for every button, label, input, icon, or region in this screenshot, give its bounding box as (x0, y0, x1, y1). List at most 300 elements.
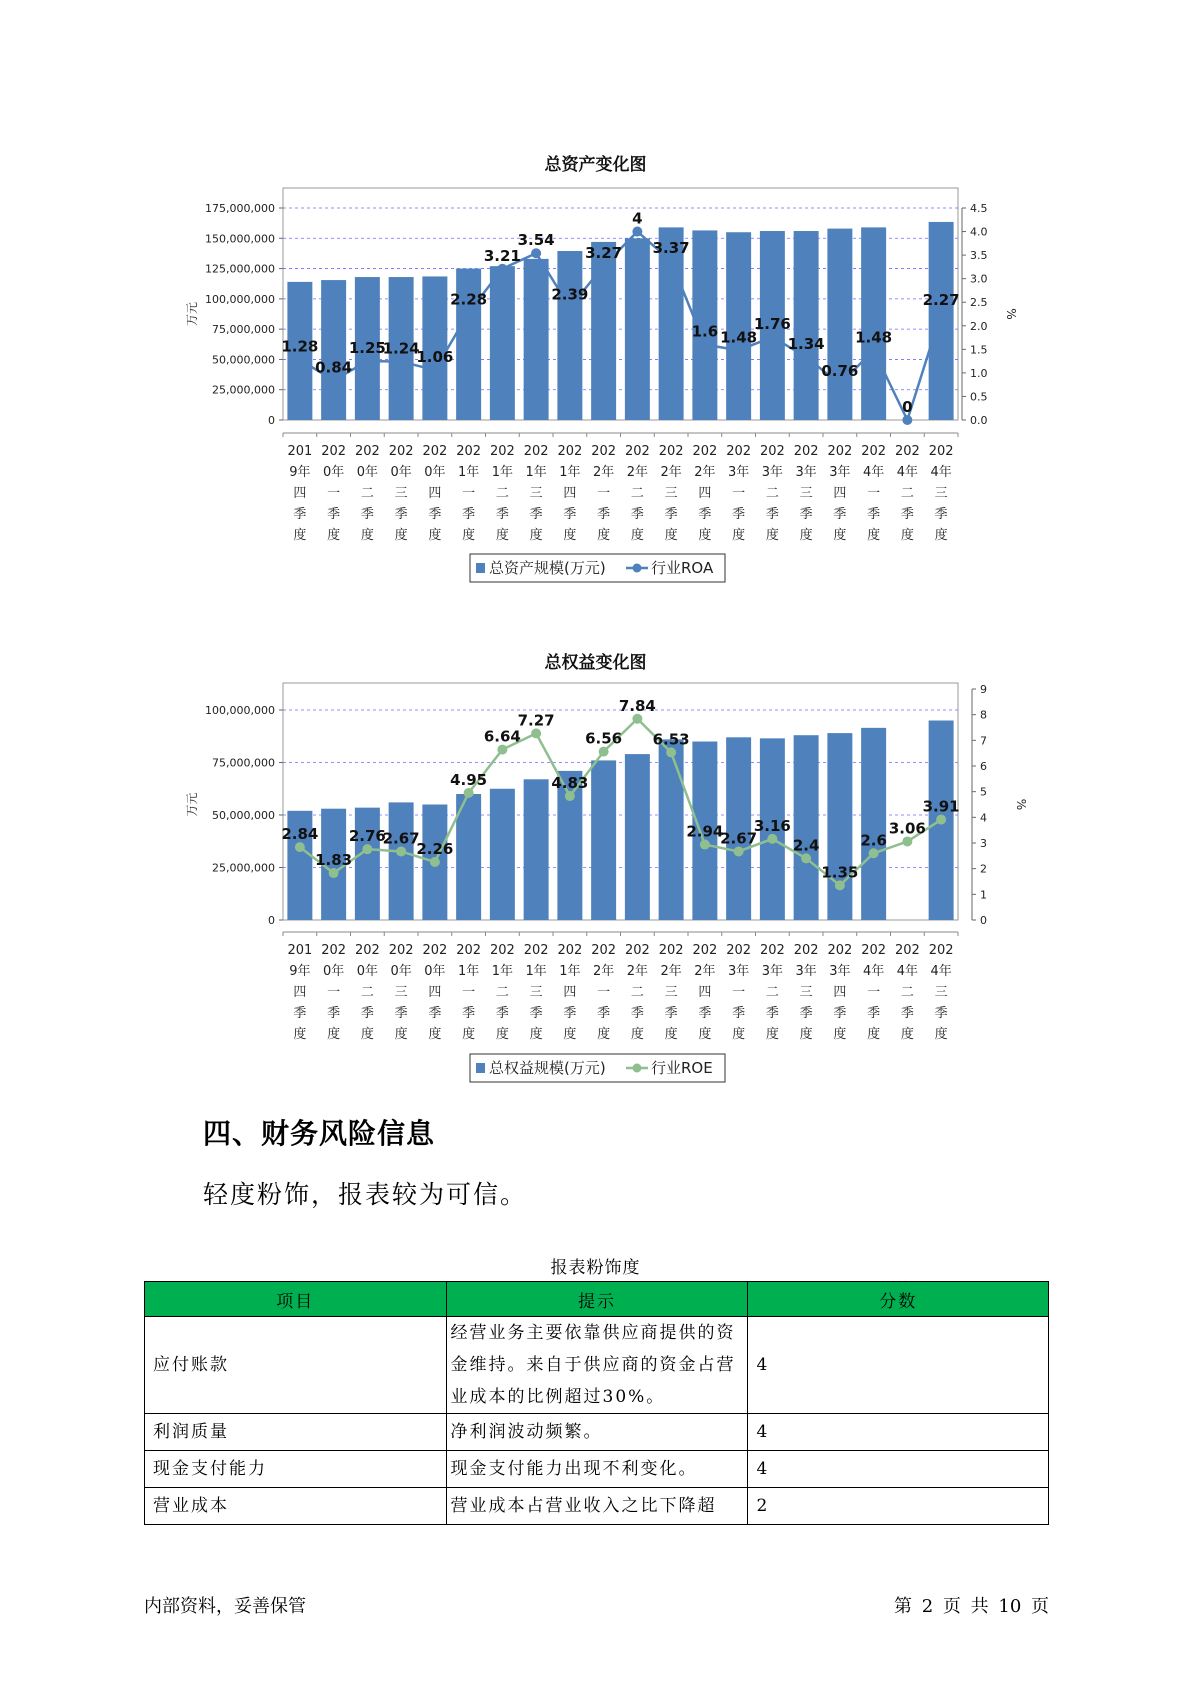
x-tick-label: 度 (732, 1027, 746, 1042)
y-tick-label: 50,000,000 (212, 353, 275, 367)
x-tick-label: 度 (867, 528, 881, 543)
y2-axis-label: % (1014, 798, 1028, 811)
x-tick-label: 度 (698, 528, 712, 543)
x-tick-label: 度 (765, 528, 779, 543)
x-tick-label: 202 (456, 943, 482, 958)
legend-bar-swatch (476, 1063, 485, 1073)
legend-bar-swatch (476, 563, 485, 573)
bar (827, 229, 852, 420)
x-tick-label: 季 (732, 1006, 746, 1021)
x-tick-label: 3年 (761, 465, 784, 480)
bar (726, 232, 751, 420)
x-tick-label: 一 (867, 486, 881, 501)
line-point (666, 747, 676, 757)
x-tick-label: 度 (495, 528, 509, 543)
table-row (145, 1317, 1049, 1414)
x-tick-label: 季 (698, 1006, 712, 1021)
legend-bar-label: 总资产规模(万元) (489, 559, 606, 577)
x-tick-label: 0年 (322, 465, 345, 480)
x-tick-label: 度 (462, 1027, 476, 1042)
x-tick-label: 一 (327, 985, 341, 1000)
data-label: 3.06 (888, 819, 926, 838)
y2-tick-label: 4 (980, 811, 987, 825)
x-tick-label: 四 (563, 985, 577, 1000)
x-tick-label: 度 (394, 528, 408, 543)
data-label: 2.27 (922, 291, 960, 310)
x-tick-label: 202 (894, 943, 920, 958)
x-tick-label: 季 (394, 507, 408, 522)
x-tick-label: 2年 (592, 465, 615, 480)
x-tick-label: 季 (529, 507, 543, 522)
x-tick-label: 季 (360, 1006, 374, 1021)
x-tick-label: 季 (563, 507, 577, 522)
x-tick-label: 季 (934, 1006, 948, 1021)
line-point (362, 844, 372, 854)
line-point (396, 846, 406, 856)
data-label: 2.26 (416, 839, 454, 858)
y2-tick-label: 2.0 (970, 319, 988, 333)
x-tick-label: 202 (489, 943, 515, 958)
x-tick-label: 3年 (727, 465, 750, 480)
x-tick-label: 一 (462, 985, 476, 1000)
x-tick-label: 202 (523, 943, 549, 958)
x-tick-label: 1年 (525, 465, 547, 480)
y-tick-label: 150,000,000 (205, 232, 275, 246)
x-tick-label: 202 (861, 943, 887, 958)
x-tick-label: 二 (630, 985, 644, 1000)
x-tick-label: 季 (462, 507, 476, 522)
line-point (632, 714, 642, 724)
y2-axis-label: % (1004, 308, 1018, 320)
x-tick-label: 三 (394, 985, 408, 1000)
y2-tick-label: 0 (980, 914, 987, 927)
data-label: 2.76 (348, 827, 386, 846)
bar (794, 735, 819, 920)
x-tick-label: 度 (664, 1027, 678, 1042)
x-tick-label: 度 (698, 1027, 712, 1042)
x-tick-label: 四 (833, 985, 847, 1000)
x-tick-label: 202 (388, 943, 414, 958)
line-point (430, 365, 440, 375)
x-tick-label: 三 (394, 486, 408, 501)
x-tick-label: 度 (934, 1027, 948, 1042)
data-label: 2.28 (450, 290, 488, 309)
x-tick-label: 度 (293, 1027, 307, 1042)
x-tick-label: 季 (293, 507, 307, 522)
x-tick-label: 二 (900, 985, 914, 1000)
x-tick-label: 202 (726, 444, 752, 459)
footer-confidential: 内部资料，妥善保管 (144, 1596, 306, 1617)
x-tick-label: 四 (293, 985, 307, 1000)
x-tick-label: 度 (630, 1027, 644, 1042)
footer-page-number: 第 2 页 共 10 页 (894, 1596, 1049, 1617)
bar (524, 779, 549, 920)
table-caption: 报表粉饰度 (550, 1258, 641, 1278)
data-label: 1.76 (753, 315, 791, 334)
x-tick-label: 202 (557, 943, 583, 958)
x-tick-label: 度 (630, 528, 644, 543)
x-tick-label: 2年 (694, 465, 716, 480)
line-point (767, 834, 777, 844)
x-tick-label: 度 (664, 528, 678, 543)
x-tick-label: 3年 (795, 964, 817, 979)
x-tick-label: 度 (563, 528, 577, 543)
table-row (145, 1451, 1049, 1488)
x-tick-label: 季 (293, 1006, 307, 1021)
x-tick-label: 一 (327, 486, 341, 501)
x-tick-label: 度 (394, 1027, 408, 1042)
line-point (329, 868, 339, 878)
x-tick-label: 0年 (424, 964, 446, 979)
x-tick-label: 度 (428, 528, 442, 543)
x-tick-label: 4年 (862, 964, 885, 979)
line-point (396, 357, 406, 367)
row-tip: 净利润波动频繁。 (446, 1414, 748, 1451)
data-label: 2.84 (281, 825, 319, 844)
x-tick-label: 季 (765, 507, 779, 522)
x-tick-label: 季 (833, 1006, 847, 1021)
x-tick-label: 0年 (356, 964, 379, 979)
data-label: 1.25 (348, 339, 386, 358)
legend-line-marker (633, 1064, 642, 1073)
x-tick-label: 一 (597, 985, 611, 1000)
x-tick-label: 0年 (390, 465, 412, 480)
y-tick-label: 75,000,000 (212, 323, 275, 337)
x-tick-label: 202 (861, 444, 887, 459)
x-tick-label: 三 (664, 486, 678, 501)
legend (470, 1054, 725, 1082)
x-tick-label: 度 (293, 528, 307, 543)
x-tick-label: 202 (759, 444, 785, 459)
data-label: 7.84 (618, 696, 656, 715)
x-tick-label: 202 (591, 444, 617, 459)
y2-tick-label: 4.5 (970, 202, 988, 215)
table-row (145, 1488, 1049, 1525)
line-point (329, 375, 339, 385)
x-tick-label: 1年 (457, 465, 480, 480)
x-tick-label: 3年 (761, 964, 784, 979)
x-tick-label: 202 (422, 444, 448, 459)
x-tick-label: 4年 (862, 465, 885, 480)
x-tick-label: 二 (360, 486, 374, 501)
x-tick-label: 四 (698, 486, 712, 501)
x-tick-label: 度 (867, 1027, 881, 1042)
x-tick-label: 季 (867, 507, 881, 522)
x-tick-label: 季 (732, 507, 746, 522)
data-label: 3.91 (922, 797, 960, 816)
x-tick-label: 二 (495, 486, 509, 501)
x-tick-label: 202 (523, 444, 549, 459)
table-header-row (145, 1282, 1049, 1317)
y2-tick-label: 3.0 (970, 272, 988, 286)
x-tick-label: 3年 (829, 465, 851, 480)
x-tick-label: 四 (698, 985, 712, 1000)
x-tick-label: 202 (793, 444, 819, 459)
data-label: 3.37 (652, 239, 690, 258)
x-tick-label: 季 (799, 1006, 813, 1021)
x-tick-label: 202 (557, 444, 583, 459)
x-tick-label: 度 (360, 528, 374, 543)
row-score: 4 (748, 1451, 1049, 1488)
y2-tick-label: 7 (980, 734, 987, 748)
x-tick-label: 202 (321, 444, 347, 459)
x-tick-label: 度 (495, 1027, 509, 1042)
data-label: 1.28 (281, 337, 319, 356)
bar (355, 808, 380, 920)
y-tick-label: 25,000,000 (212, 861, 275, 875)
x-tick-label: 度 (529, 1027, 543, 1042)
header-score: 分数 (748, 1282, 1049, 1317)
x-tick-label: 1年 (457, 964, 480, 979)
legend-line-marker (633, 564, 642, 573)
x-tick-label: 一 (597, 486, 611, 501)
x-tick-label: 一 (732, 486, 746, 501)
line-point (734, 345, 744, 355)
x-tick-label: 季 (495, 1006, 509, 1021)
x-tick-label: 季 (765, 1006, 779, 1021)
x-tick-label: 季 (529, 1006, 543, 1021)
x-tick-label: 四 (563, 486, 577, 501)
x-tick-label: 度 (833, 528, 847, 543)
bar (861, 227, 886, 420)
x-tick-label: 202 (928, 444, 954, 459)
line-point (734, 846, 744, 856)
data-label: 6.56 (585, 729, 623, 748)
bar (557, 251, 582, 420)
data-label: 6.64 (483, 727, 521, 746)
x-tick-label: 201 (287, 943, 313, 958)
x-tick-label: 度 (327, 528, 341, 543)
x-tick-label: 202 (658, 943, 684, 958)
x-tick-label: 四 (428, 486, 442, 501)
data-label: 4.83 (551, 774, 589, 793)
data-label: 1.35 (821, 863, 859, 882)
line-point (497, 745, 507, 755)
x-tick-label: 季 (934, 507, 948, 522)
data-label: 1.34 (787, 334, 825, 353)
line-point (700, 340, 710, 350)
x-tick-label: 季 (428, 507, 442, 522)
y-tick-label: 175,000,000 (205, 202, 275, 215)
x-tick-label: 3年 (727, 964, 750, 979)
data-label: 7.27 (517, 711, 555, 730)
bar (490, 266, 515, 420)
x-tick-label: 季 (597, 1006, 611, 1021)
line-point (902, 415, 912, 425)
line-point (869, 345, 879, 355)
x-tick-label: 季 (327, 507, 341, 522)
bar (625, 754, 650, 920)
line-point (295, 842, 305, 852)
x-tick-label: 202 (354, 444, 380, 459)
x-tick-label: 季 (833, 507, 847, 522)
x-tick-label: 202 (489, 444, 515, 459)
data-label: 2.67 (382, 829, 420, 848)
row-item: 应付账款 (145, 1317, 447, 1414)
x-tick-label: 三 (934, 985, 948, 1000)
x-tick-label: 202 (422, 943, 448, 958)
data-label: 1.24 (382, 339, 420, 358)
line-point (936, 815, 946, 825)
data-label: 2.94 (686, 822, 724, 841)
data-label: 1.48 (855, 328, 893, 347)
row-tip: 营业成本占营业收入之比下降超 (446, 1488, 748, 1525)
line-point (767, 332, 777, 342)
x-tick-label: 季 (664, 1006, 678, 1021)
x-tick-label: 季 (867, 1006, 881, 1021)
data-label: 3.16 (753, 816, 791, 835)
row-score: 4 (748, 1317, 1049, 1414)
x-tick-label: 度 (360, 1027, 374, 1042)
y-tick-label: 125,000,000 (205, 262, 275, 276)
x-tick-label: 季 (799, 507, 813, 522)
x-tick-label: 度 (934, 528, 948, 543)
line-point (362, 356, 372, 366)
x-tick-label: 4年 (930, 964, 952, 979)
x-tick-label: 1年 (525, 964, 547, 979)
x-tick-label: 1年 (559, 964, 581, 979)
header-tip: 提示 (446, 1282, 748, 1317)
x-tick-label: 二 (360, 985, 374, 1000)
x-tick-label: 四 (293, 486, 307, 501)
data-label: 0 (902, 398, 913, 416)
line-point (599, 261, 609, 271)
x-tick-label: 季 (698, 507, 712, 522)
line-point (835, 880, 845, 890)
risk-table (144, 1281, 1049, 1525)
x-tick-label: 201 (287, 444, 313, 459)
data-label: 2.4 (792, 836, 820, 855)
y2-tick-label: 0.5 (970, 390, 988, 404)
total-equity-chart (0, 676, 1191, 1100)
chart2-title: 总权益变化图 (544, 653, 647, 673)
line-point (430, 857, 440, 867)
plot-area (283, 683, 958, 920)
line-point (632, 227, 642, 237)
y2-tick-label: 3 (980, 837, 987, 850)
x-tick-label: 三 (529, 486, 543, 501)
x-tick-label: 季 (630, 1006, 644, 1021)
data-label: 2.39 (551, 285, 589, 304)
line-point (801, 352, 811, 362)
x-tick-label: 度 (563, 1027, 577, 1042)
x-tick-label: 202 (827, 943, 853, 958)
line-point (835, 379, 845, 389)
x-tick-label: 季 (462, 1006, 476, 1021)
plot-area (283, 188, 958, 420)
data-label: 3.54 (517, 231, 555, 250)
x-tick-label: 202 (793, 943, 819, 958)
x-tick-label: 度 (597, 528, 611, 543)
table-row (145, 1414, 1049, 1451)
risk-summary: 轻度粉饰，报表较为可信。 (203, 1180, 528, 1209)
x-tick-label: 0年 (390, 964, 412, 979)
chart1-title: 总资产变化图 (544, 155, 647, 175)
x-tick-label: 9年 (289, 964, 311, 979)
x-tick-label: 0年 (322, 964, 345, 979)
x-tick-label: 度 (833, 1027, 847, 1042)
x-tick-label: 季 (360, 507, 374, 522)
legend (470, 554, 725, 582)
x-tick-label: 季 (394, 1006, 408, 1021)
x-tick-label: 度 (765, 1027, 779, 1042)
x-tick-label: 9年 (289, 465, 311, 480)
y-tick-label: 0 (268, 914, 275, 927)
x-tick-label: 二 (900, 486, 914, 501)
line-point (700, 840, 710, 850)
line-point (599, 747, 609, 757)
x-tick-label: 3年 (795, 465, 817, 480)
x-tick-label: 季 (428, 1006, 442, 1021)
data-label: 3.27 (585, 243, 623, 262)
y2-tick-label: 2.5 (970, 296, 988, 310)
x-tick-label: 202 (354, 943, 380, 958)
legend-line-label: 行业ROA (651, 559, 714, 577)
line-point (531, 248, 541, 258)
y-tick-label: 75,000,000 (212, 756, 275, 770)
row-tip: 经营业务主要依靠供应商提供的资金维持。来自于供应商的资金占营业成本的比例超过30%。 (446, 1317, 748, 1414)
bar (794, 231, 819, 420)
data-label: 1.6 (691, 322, 719, 341)
x-tick-label: 1年 (491, 964, 514, 979)
data-label: 1.06 (416, 348, 454, 367)
x-tick-label: 二 (630, 486, 644, 501)
line-point (464, 308, 474, 318)
bar (827, 733, 852, 920)
y-tick-label: 100,000,000 (205, 292, 275, 306)
y2-tick-label: 1.0 (970, 366, 988, 380)
data-label: 4.95 (450, 770, 488, 789)
x-tick-label: 2年 (626, 465, 649, 480)
x-tick-label: 2年 (626, 964, 649, 979)
x-tick-label: 季 (495, 507, 509, 522)
x-tick-label: 2年 (592, 964, 615, 979)
y2-tick-label: 9 (980, 683, 987, 696)
x-tick-label: 三 (529, 985, 543, 1000)
y-tick-label: 25,000,000 (212, 383, 275, 397)
x-tick-label: 一 (867, 985, 881, 1000)
y2-tick-label: 3.5 (970, 249, 988, 263)
line-point (936, 308, 946, 318)
x-tick-label: 202 (726, 943, 752, 958)
bar (861, 728, 886, 920)
bar (929, 222, 954, 420)
x-tick-label: 季 (900, 1006, 914, 1021)
x-tick-label: 季 (563, 1006, 577, 1021)
x-tick-label: 202 (658, 444, 684, 459)
x-tick-label: 0年 (424, 465, 446, 480)
x-tick-label: 4年 (896, 964, 919, 979)
data-label: 1.83 (315, 851, 353, 870)
x-tick-label: 202 (388, 444, 414, 459)
y-tick-label: 0 (268, 414, 275, 427)
data-label: 6.53 (652, 730, 690, 749)
line-point (295, 355, 305, 365)
x-tick-label: 202 (827, 444, 853, 459)
x-tick-label: 三 (799, 486, 813, 501)
data-label: 0.76 (821, 362, 859, 381)
x-tick-label: 四 (428, 985, 442, 1000)
x-tick-label: 季 (900, 507, 914, 522)
x-tick-label: 202 (692, 943, 718, 958)
x-tick-label: 三 (799, 985, 813, 1000)
x-tick-label: 二 (765, 985, 779, 1000)
bar (321, 280, 346, 420)
x-tick-label: 度 (597, 1027, 611, 1042)
line-point (902, 836, 912, 846)
x-tick-label: 度 (327, 1027, 341, 1042)
line-point (666, 256, 676, 266)
